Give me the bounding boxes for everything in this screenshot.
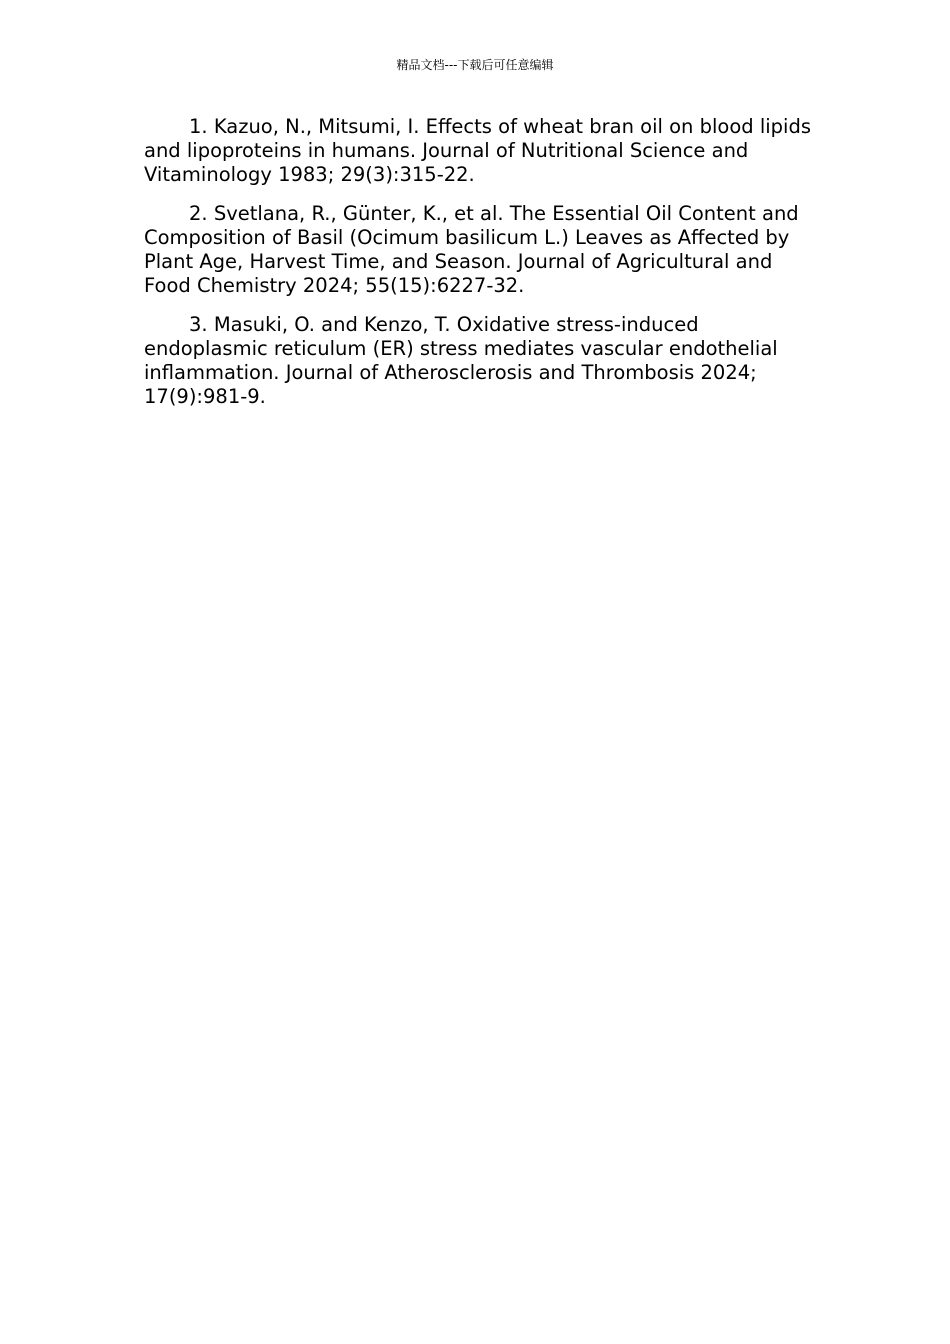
reference-item [144, 313, 812, 409]
reference-list [144, 115, 812, 424]
reference-text: Svetlana, R., Günter, K., et al. The Essential Oil Content and Composition of Basil (Ocimum basilicum L.) Leaves as Affected by Plant Age, Harvest Time, and Season. Journal of Agricultural and Food Chemistry 2024; 55(15):6227-32. [144, 202, 799, 297]
reference-number: 2. [189, 202, 208, 225]
reference-number: 1. [189, 115, 208, 138]
reference-text: Kazuo, N., Mitsumi, I. Effects of wheat bran oil on blood lipids and lipoproteins in humans. Journal of Nutritional Science and Vitaminology 1983; 29(3):315-22. [144, 115, 811, 186]
page-header-text: 精品文档---下载后可任意编辑 [396, 58, 554, 72]
reference-item [144, 115, 812, 187]
page-header [0, 57, 950, 73]
reference-item [144, 202, 812, 298]
reference-text: Masuki, O. and Kenzo, T. Oxidative stress-induced endoplasmic reticulum (ER) stress mediates vascular endothelial inflammation. Journal of Atherosclerosis and Thrombosis 2024; 17(9):981-9. [144, 313, 778, 408]
reference-number: 3. [189, 313, 208, 336]
